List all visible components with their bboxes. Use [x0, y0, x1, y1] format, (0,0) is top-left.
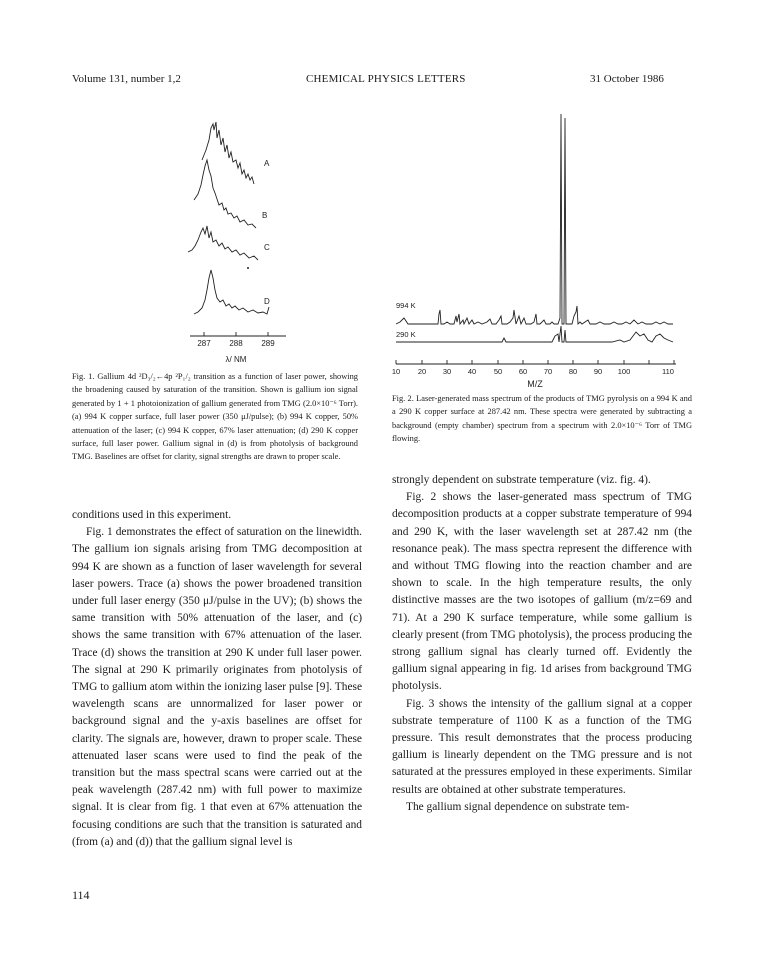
running-header-date: 31 October 1986 [590, 73, 664, 85]
x-axis-label: M/Z [527, 379, 543, 389]
trace-label-d: D [264, 297, 270, 306]
figure-2-caption: Fig. 2. Laser-generated mass spectrum of the products of TMG pyrolysis on a 994 K and a 290 K copper surface at 287.42 nm. These spectra were generated by subtracting a background (empty chamber) spectrum from a spectrum with 2.0×10⁻⁶ Torr of TMG flowing. [392, 394, 692, 444]
tick-label-60: 60 [518, 367, 528, 376]
body-paragraph: conditions used in this experiment. [72, 509, 232, 521]
running-header-journal: CHEMICAL PHYSICS LETTERS [306, 73, 466, 85]
tick-label-90: 90 [593, 367, 603, 376]
body-paragraph: Fig. 3 shows the intensity of the gallium signal at a copper substrate temperature of 1100 K as a function of the TMG pressure. This result demonstrates that the process producing gallium is linearly dependent on the TMG pressure and is not saturated at the pressures employed in these experiments. Similar results are obtained at other substrate temperatures. [392, 697, 692, 796]
tick-label-50: 50 [493, 367, 503, 376]
x-axis-label: λ/ NM [225, 355, 247, 364]
running-header-volume: Volume 131, number 1,2 [72, 73, 181, 85]
tick-label-30: 30 [442, 367, 452, 376]
figure-2-plot [392, 100, 692, 390]
tick-label-110: 110 [662, 367, 674, 376]
tick-label-100: 100 [617, 367, 631, 376]
body-paragraph: The gallium signal dependence on substrate tem- [406, 800, 630, 813]
trace-label-a: A [264, 159, 270, 168]
trace-label-994k: 994 K [396, 301, 416, 310]
tick-label-289: 289 [261, 339, 275, 348]
trace-c [188, 226, 258, 260]
trace-994k [396, 114, 673, 324]
tick-label-80: 80 [568, 367, 578, 376]
body-paragraph: Fig. 2 shows the laser-generated mass spectrum of TMG decomposition products at a copper substrate temperature of 994 and 290 K, with the laser wavelength set at 287.42 nm (the resonance peak). The mass spectra represent the difference with and without TMG flowing into the reaction chamber and are shown to scale. In the high temperature results, the only distinctive masses are the two isotopes of gallium (m/z=69 and 71). At a 290 K surface temperature, while some gallium is clearly present (from TMG photolysis), the process producing the strong gallium signal has clearly turned off. Evidently the gallium signal appearing in fig. 1d arises from background TMG photolysis. [392, 491, 692, 693]
trace-label-c: C [264, 243, 270, 252]
figure-1-plot [178, 100, 378, 368]
figure-1 [178, 100, 378, 368]
tick-label-20: 20 [417, 367, 427, 376]
figure-1-caption: Fig. 1. Gallium 4d ²D₃/₂←4p ²P₁/₂ transition as a function of laser power, showing the broadening caused by saturation of the transition. Shown is gallium ion signal generated by 1 + 1 photoionization of gallium generated from TMG (2.0×10⁻⁶ Torr). (a) 994 K copper surface, full laser power (350 μJ/pulse); (b) 994 K copper, 50% attenuation of the laser; (c) 994 K copper, 67% laser attenuation; (d) 290 K copper surface, full laser power. Gallium signal in (d) is from photolysis of background TMG. Baselines are offset for clarity, signal strengths are drawn to proper scale. [72, 372, 358, 462]
body-column-right [392, 472, 692, 816]
body-paragraph: strongly dependent on substrate temperature (viz. fig. 4). [392, 474, 651, 486]
tick-label-40: 40 [467, 367, 477, 376]
body-column-left [72, 507, 362, 851]
body-paragraph: Fig. 1 demonstrates the effect of saturation on the linewidth. The gallium ion signals arising from TMG decomposition at 994 K are shown as a function of laser wavelength for several laser powers. Trace (a) shows the power broadened transition under full laser energy (350 μJ/pulse in the UV); (b) shows the same transition with 50% attenuation of the laser, and (c) shows the same transition with 67% attenuation of the laser. Trace (d) shows the transition at 290 K under full laser power. The signal at 290 K primarily originates from photolysis of TMG to gallium atom within the ionizing laser pulse [9]. These wavelength scans are unnormalized for laser power or background signal and the y-axis baselines are offset for clarity. The signals are, however, drawn to proper scale. These attenuated laser scans were used to find the peak of the transition but the mass spectral scans were carried out at the peak wavelength (287.42 nm) with full power to maximize signal. It is clear from fig. 1 that even at 67% attenuation the focusing conditions are such that the transition is saturated and (from (a) and (d)) that the gallium signal level is [72, 526, 362, 848]
figure-2 [392, 100, 692, 390]
trace-label-290k: 290 K [396, 330, 416, 339]
page-number: 114 [72, 888, 90, 902]
tick-label-287: 287 [197, 339, 211, 348]
tick-label-10: 10 [392, 367, 401, 376]
tick-label-288: 288 [229, 339, 243, 348]
trace-label-b: B [262, 211, 268, 220]
trace-a [202, 122, 254, 184]
trace-290k [396, 326, 673, 342]
tick-label-70: 70 [543, 367, 553, 376]
trace-b [194, 160, 256, 228]
trace-d [194, 270, 269, 314]
